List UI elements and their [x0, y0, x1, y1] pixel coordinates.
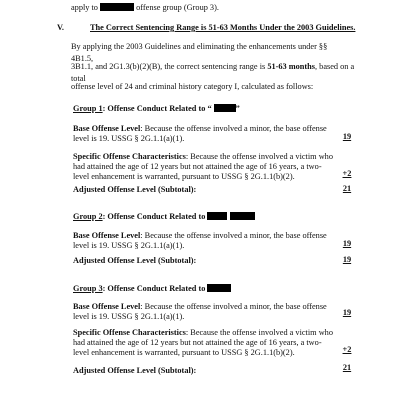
base-level-label: Base Offense Level [73, 124, 141, 133]
group2-heading [73, 212, 255, 222]
base-level-text: : Because the offense involved a minor, the base offense [140, 124, 327, 133]
para-text: By applying the 2003 Guidelines and eliminating the enhancements under §§ 4B1.5, [71, 42, 328, 64]
group3-label: Group 3 [73, 284, 103, 293]
group1-title-end: ” [235, 104, 240, 113]
group3-title: : Offense Conduct Related to [102, 284, 206, 293]
para-text: offense level of 24 and criminal history category I, calculated as follows: [71, 82, 314, 91]
group2-adjusted-value: 19 [342, 255, 352, 264]
intro-prefix: apply to [71, 3, 98, 12]
group1-soc-line3: level enhancement is warranted, pursuant to USSG § 2G.1.1(b)(2). [73, 172, 295, 181]
group3-soc-line1 [73, 328, 333, 338]
group1-base-line1 [73, 124, 327, 134]
group2-base-line1 [73, 231, 327, 241]
group3-base-value: 19 [342, 308, 352, 317]
group3-adjusted-value: 21 [342, 363, 352, 372]
para-text: 3B1.1, and 2G1.3(b)(2)(B), the correct sentencing range is [71, 62, 268, 71]
group2-label: Group 2 [73, 212, 103, 221]
group2-title: : Offense Conduct Related to [102, 212, 206, 221]
group1-soc-line2: had attained the age of 12 years but not attained the age of 16 years, a two- [73, 162, 322, 171]
group3-heading [73, 284, 231, 294]
base-level-text: : Because the offense involved a minor, the base offense [140, 231, 327, 240]
intro-suffix: offense group (Group 3). [136, 3, 219, 12]
group1-soc-line1 [73, 152, 333, 162]
group1-soc-value: +2 [342, 169, 352, 178]
group3-soc-line2: had attained the age of 12 years but not attained the age of 16 years, a two- [73, 338, 322, 347]
redaction-box [100, 3, 134, 11]
group2-adjusted-label: Adjusted Offense Level (Subtotal): [73, 256, 197, 265]
base-level-label: Base Offense Level [73, 231, 141, 240]
redaction-box [207, 212, 227, 220]
base-level-text: : Because the offense involved a minor, the base offense [140, 302, 327, 311]
intro-line [71, 3, 219, 13]
soc-label: Specific Offense Characteristics [73, 152, 186, 161]
redaction-box [214, 104, 236, 112]
para-text: , based on a total [71, 62, 355, 84]
soc-text: : Because the offense involved a victim who [185, 152, 333, 161]
redaction-box [230, 212, 255, 220]
group1-adjusted-value: 21 [342, 184, 352, 193]
soc-label: Specific Offense Characteristics [73, 328, 186, 337]
redaction-box [207, 284, 231, 292]
base-level-label: Base Offense Level [73, 302, 141, 311]
group1-base-line2: level is 19. USSG § 2G.1.1(a)(1). [73, 134, 185, 143]
group3-adjusted-label: Adjusted Offense Level (Subtotal): [73, 366, 197, 375]
group3-soc-value: +2 [342, 345, 352, 354]
group3-soc-line3: level enhancement is warranted, pursuant to USSG § 2G.1.1(b)(2). [73, 348, 295, 357]
group2-base-value: 19 [342, 239, 352, 248]
section-title: The Correct Sentencing Range is 51-63 Months Under the 2003 Guidelines. [90, 23, 356, 32]
section-number: V. [57, 23, 64, 32]
group1-adjusted-label: Adjusted Offense Level (Subtotal): [73, 185, 197, 194]
group3-base-line2: level is 19. USSG § 2G.1.1(a)(1). [73, 312, 185, 321]
group1-label: Group 1 [73, 104, 103, 113]
para-bold-text: 51-63 months [267, 62, 316, 71]
section-heading [57, 23, 64, 33]
group1-title: : Offense Conduct Related to “ [102, 104, 212, 113]
group2-base-line2: level is 19. USSG § 2G.1.1(a)(1). [73, 241, 185, 250]
section-paragraph-line3 [71, 81, 361, 93]
soc-text: : Because the offense involved a victim who [185, 328, 333, 337]
group1-heading [73, 104, 240, 114]
group1-base-value: 19 [342, 132, 352, 141]
group3-base-line1 [73, 302, 327, 312]
